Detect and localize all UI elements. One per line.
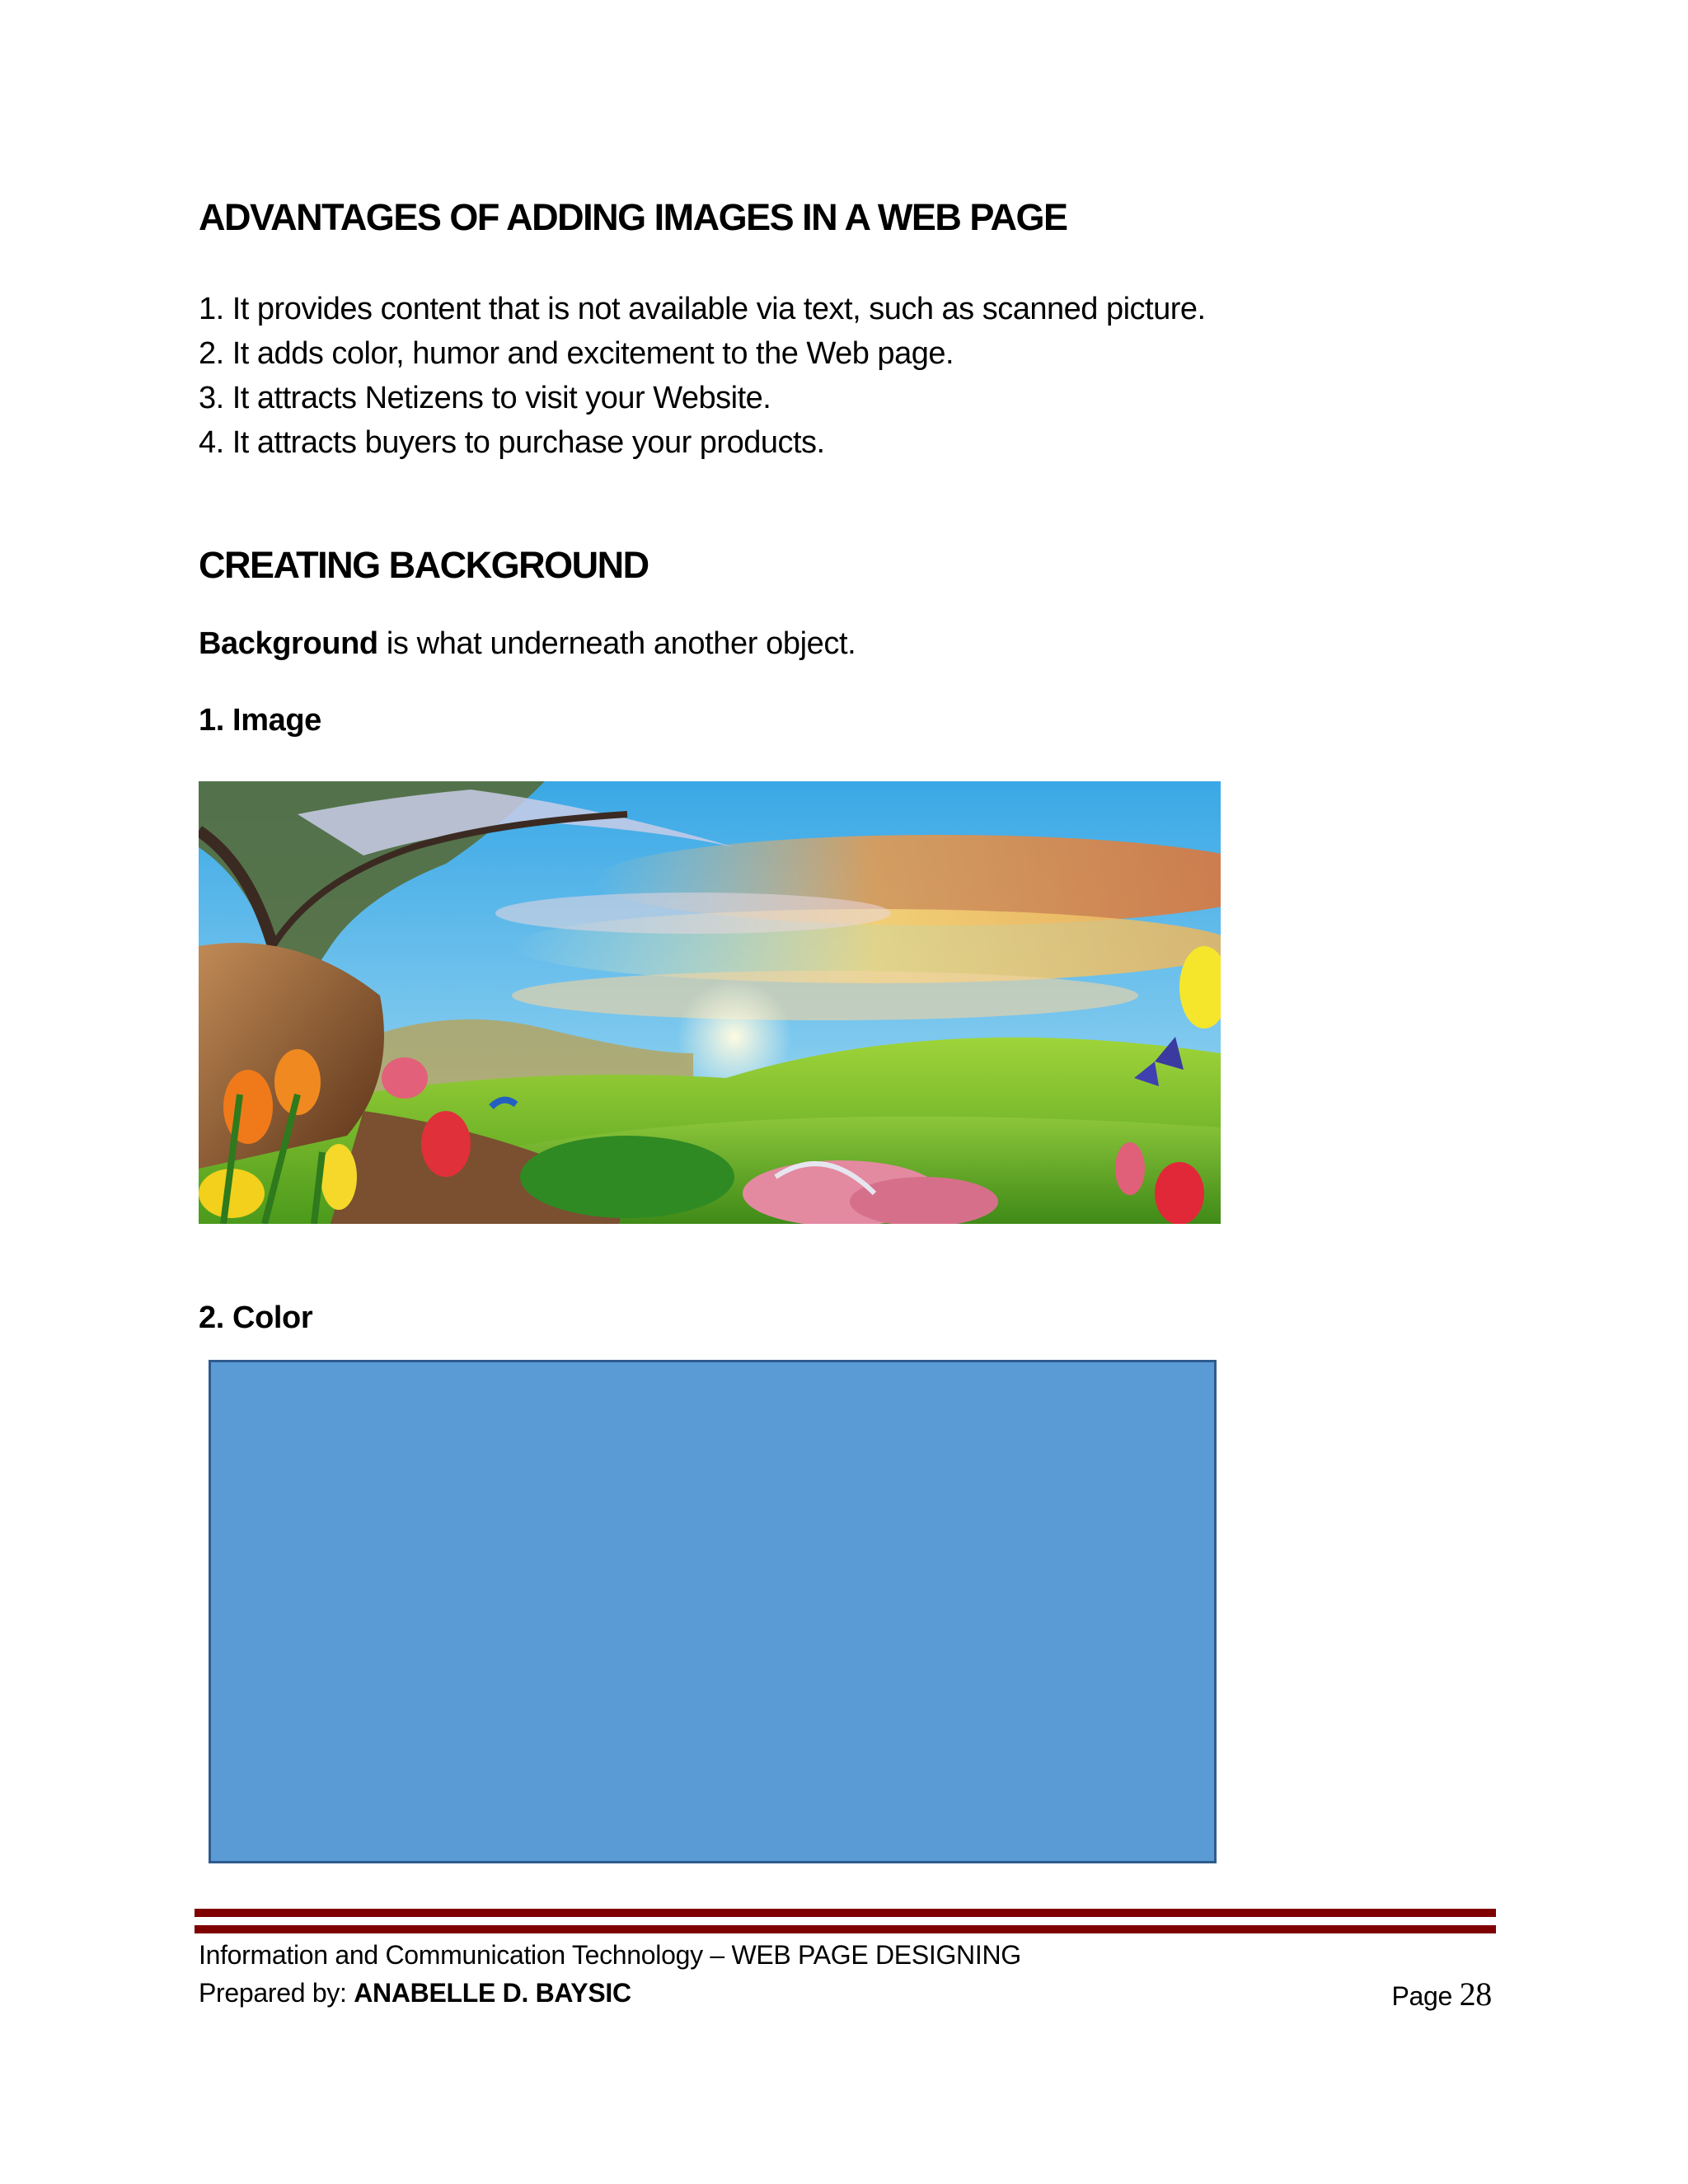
page-number: 28 [1459,1975,1492,2013]
list-item: 3. It attracts Netizens to visit your Website. [199,381,771,415]
list-item: 1. It provides content that is not available via text, such as scanned picture. [199,292,1206,326]
landscape-image [199,781,1221,1224]
section-title-advantages: ADVANTAGES OF ADDING IMAGES IN A WEB PAGE [199,196,1067,238]
prepared-by-label: Prepared by: [199,1978,354,2008]
footer-rule-bottom [195,1925,1496,1933]
list-item: 2. It adds color, humor and excitement to the Web page. [199,336,954,371]
definition-term: Background [199,626,378,661]
landscape-illustration-icon [199,781,1221,1224]
section-title-creating-background: CREATING BACKGROUND [199,544,649,586]
advantages-list [199,287,1206,465]
footer-rule-top [195,1909,1496,1917]
background-definition [199,626,856,662]
subsection-label-image: 1. Image [199,703,321,738]
author-name: ANABELLE D. BAYSIC [354,1978,631,2008]
definition-text: is what underneath another object. [377,626,856,661]
footer-page-indicator [1391,1975,1492,2013]
list-item: 4. It attracts buyers to purchase your products. [199,425,825,460]
subsection-label-color: 2. Color [199,1301,313,1335]
footer-course-title: Information and Communication Technology – WEB PAGE DESIGNING [199,1940,1021,1970]
page-label: Page [1391,1981,1460,2011]
footer-prepared-by [199,1978,631,2008]
color-swatch [209,1360,1217,1863]
